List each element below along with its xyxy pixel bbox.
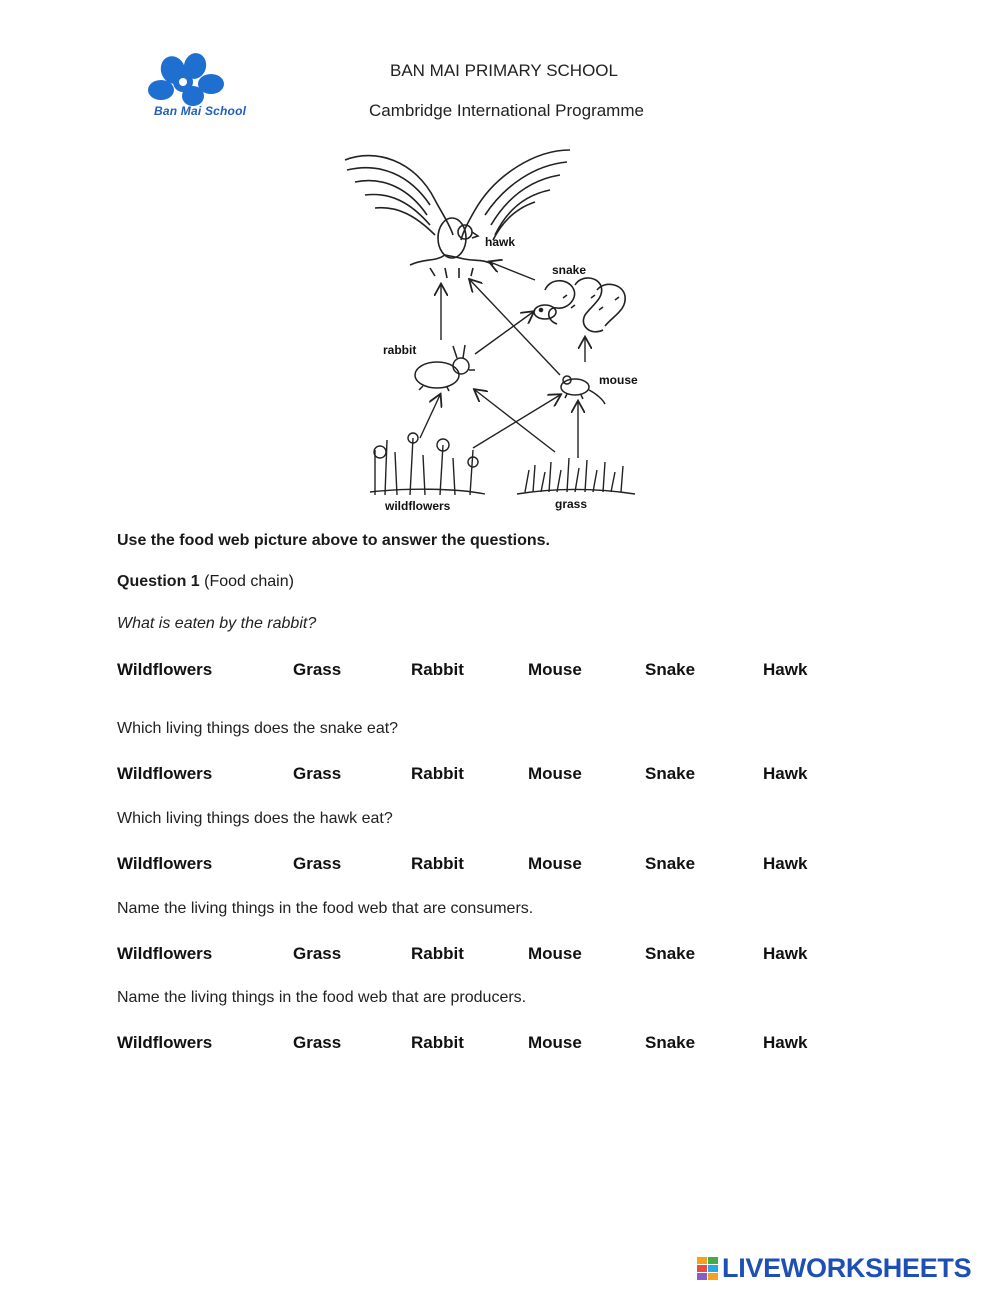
option-wildflowers[interactable]: Wildflowers (117, 944, 213, 963)
option-mouse[interactable]: Mouse (528, 944, 582, 963)
option-wildflowers[interactable]: Wildflowers (117, 660, 213, 679)
option-mouse[interactable]: Mouse (528, 854, 582, 873)
question-prompt: What is eaten by the rabbit? (117, 615, 317, 632)
question-prompt: Name the living things in the food web that are consumers. (117, 900, 534, 917)
option-hawk[interactable]: Hawk (763, 944, 808, 963)
option-rabbit[interactable]: Rabbit (411, 854, 464, 873)
wildflowers-label: wildflowers (385, 499, 451, 513)
option-snake[interactable]: Snake (645, 854, 696, 873)
food-web-diagram (335, 140, 645, 515)
option-rabbit[interactable]: Rabbit (411, 764, 464, 783)
wildflowers-icon (370, 433, 485, 495)
option-wildflowers[interactable]: Wildflowers (117, 854, 213, 873)
question-number: Question 1 (117, 573, 200, 590)
option-snake[interactable]: Snake (645, 944, 696, 963)
option-snake[interactable]: Snake (645, 660, 696, 679)
programme-name: Cambridge International Programme (369, 101, 644, 120)
option-hawk[interactable]: Hawk (763, 1033, 808, 1052)
option-mouse[interactable]: Mouse (528, 764, 582, 783)
question-heading (117, 573, 294, 591)
rabbit-label: rabbit (383, 343, 417, 357)
instruction-text: Use the food web picture above to answer the questions. (117, 532, 550, 549)
snake-label: snake (552, 263, 587, 277)
snake-icon (534, 278, 625, 332)
option-hawk[interactable]: Hawk (763, 854, 808, 873)
option-rabbit[interactable]: Rabbit (411, 660, 464, 679)
grass-icon (517, 458, 635, 494)
answer-options-row (117, 854, 837, 876)
option-wildflowers[interactable]: Wildflowers (117, 1033, 213, 1052)
option-grass[interactable]: Grass (293, 944, 342, 963)
mouse-label: mouse (599, 373, 638, 387)
option-hawk[interactable]: Hawk (763, 764, 808, 783)
answer-options-row (117, 660, 837, 682)
option-grass[interactable]: Grass (293, 854, 342, 873)
option-grass[interactable]: Grass (293, 764, 342, 783)
rabbit-icon (415, 345, 475, 391)
school-name: BAN MAI PRIMARY SCHOOL (390, 61, 618, 80)
answer-options-row (117, 764, 837, 786)
grass-label: grass (555, 497, 588, 511)
question-prompt: Name the living things in the food web that are producers. (117, 989, 527, 1006)
option-wildflowers[interactable]: Wildflowers (117, 764, 213, 783)
option-hawk[interactable]: Hawk (763, 660, 808, 679)
option-grass[interactable]: Grass (293, 660, 342, 679)
energy-flow-arrows (420, 262, 585, 458)
question-prompt: Which living things does the snake eat? (117, 720, 399, 737)
option-mouse[interactable]: Mouse (528, 1033, 582, 1052)
option-snake[interactable]: Snake (645, 764, 696, 783)
option-grass[interactable]: Grass (293, 1033, 342, 1052)
option-rabbit[interactable]: Rabbit (411, 944, 464, 963)
option-rabbit[interactable]: Rabbit (411, 1033, 464, 1052)
answer-options-row (117, 944, 837, 966)
option-snake[interactable]: Snake (645, 1033, 696, 1052)
answer-options-row (117, 1033, 837, 1055)
brand-text: LIVEWORKSHEETS (722, 1253, 972, 1283)
logo-text: Ban Mai School (154, 104, 247, 118)
liveworksheets-blocks-icon (697, 1257, 719, 1281)
hawk-label: hawk (485, 235, 516, 249)
question-topic: (Food chain) (204, 573, 294, 590)
hawk-icon (345, 150, 570, 278)
question-prompt: Which living things does the hawk eat? (117, 810, 393, 827)
option-mouse[interactable]: Mouse (528, 660, 582, 679)
